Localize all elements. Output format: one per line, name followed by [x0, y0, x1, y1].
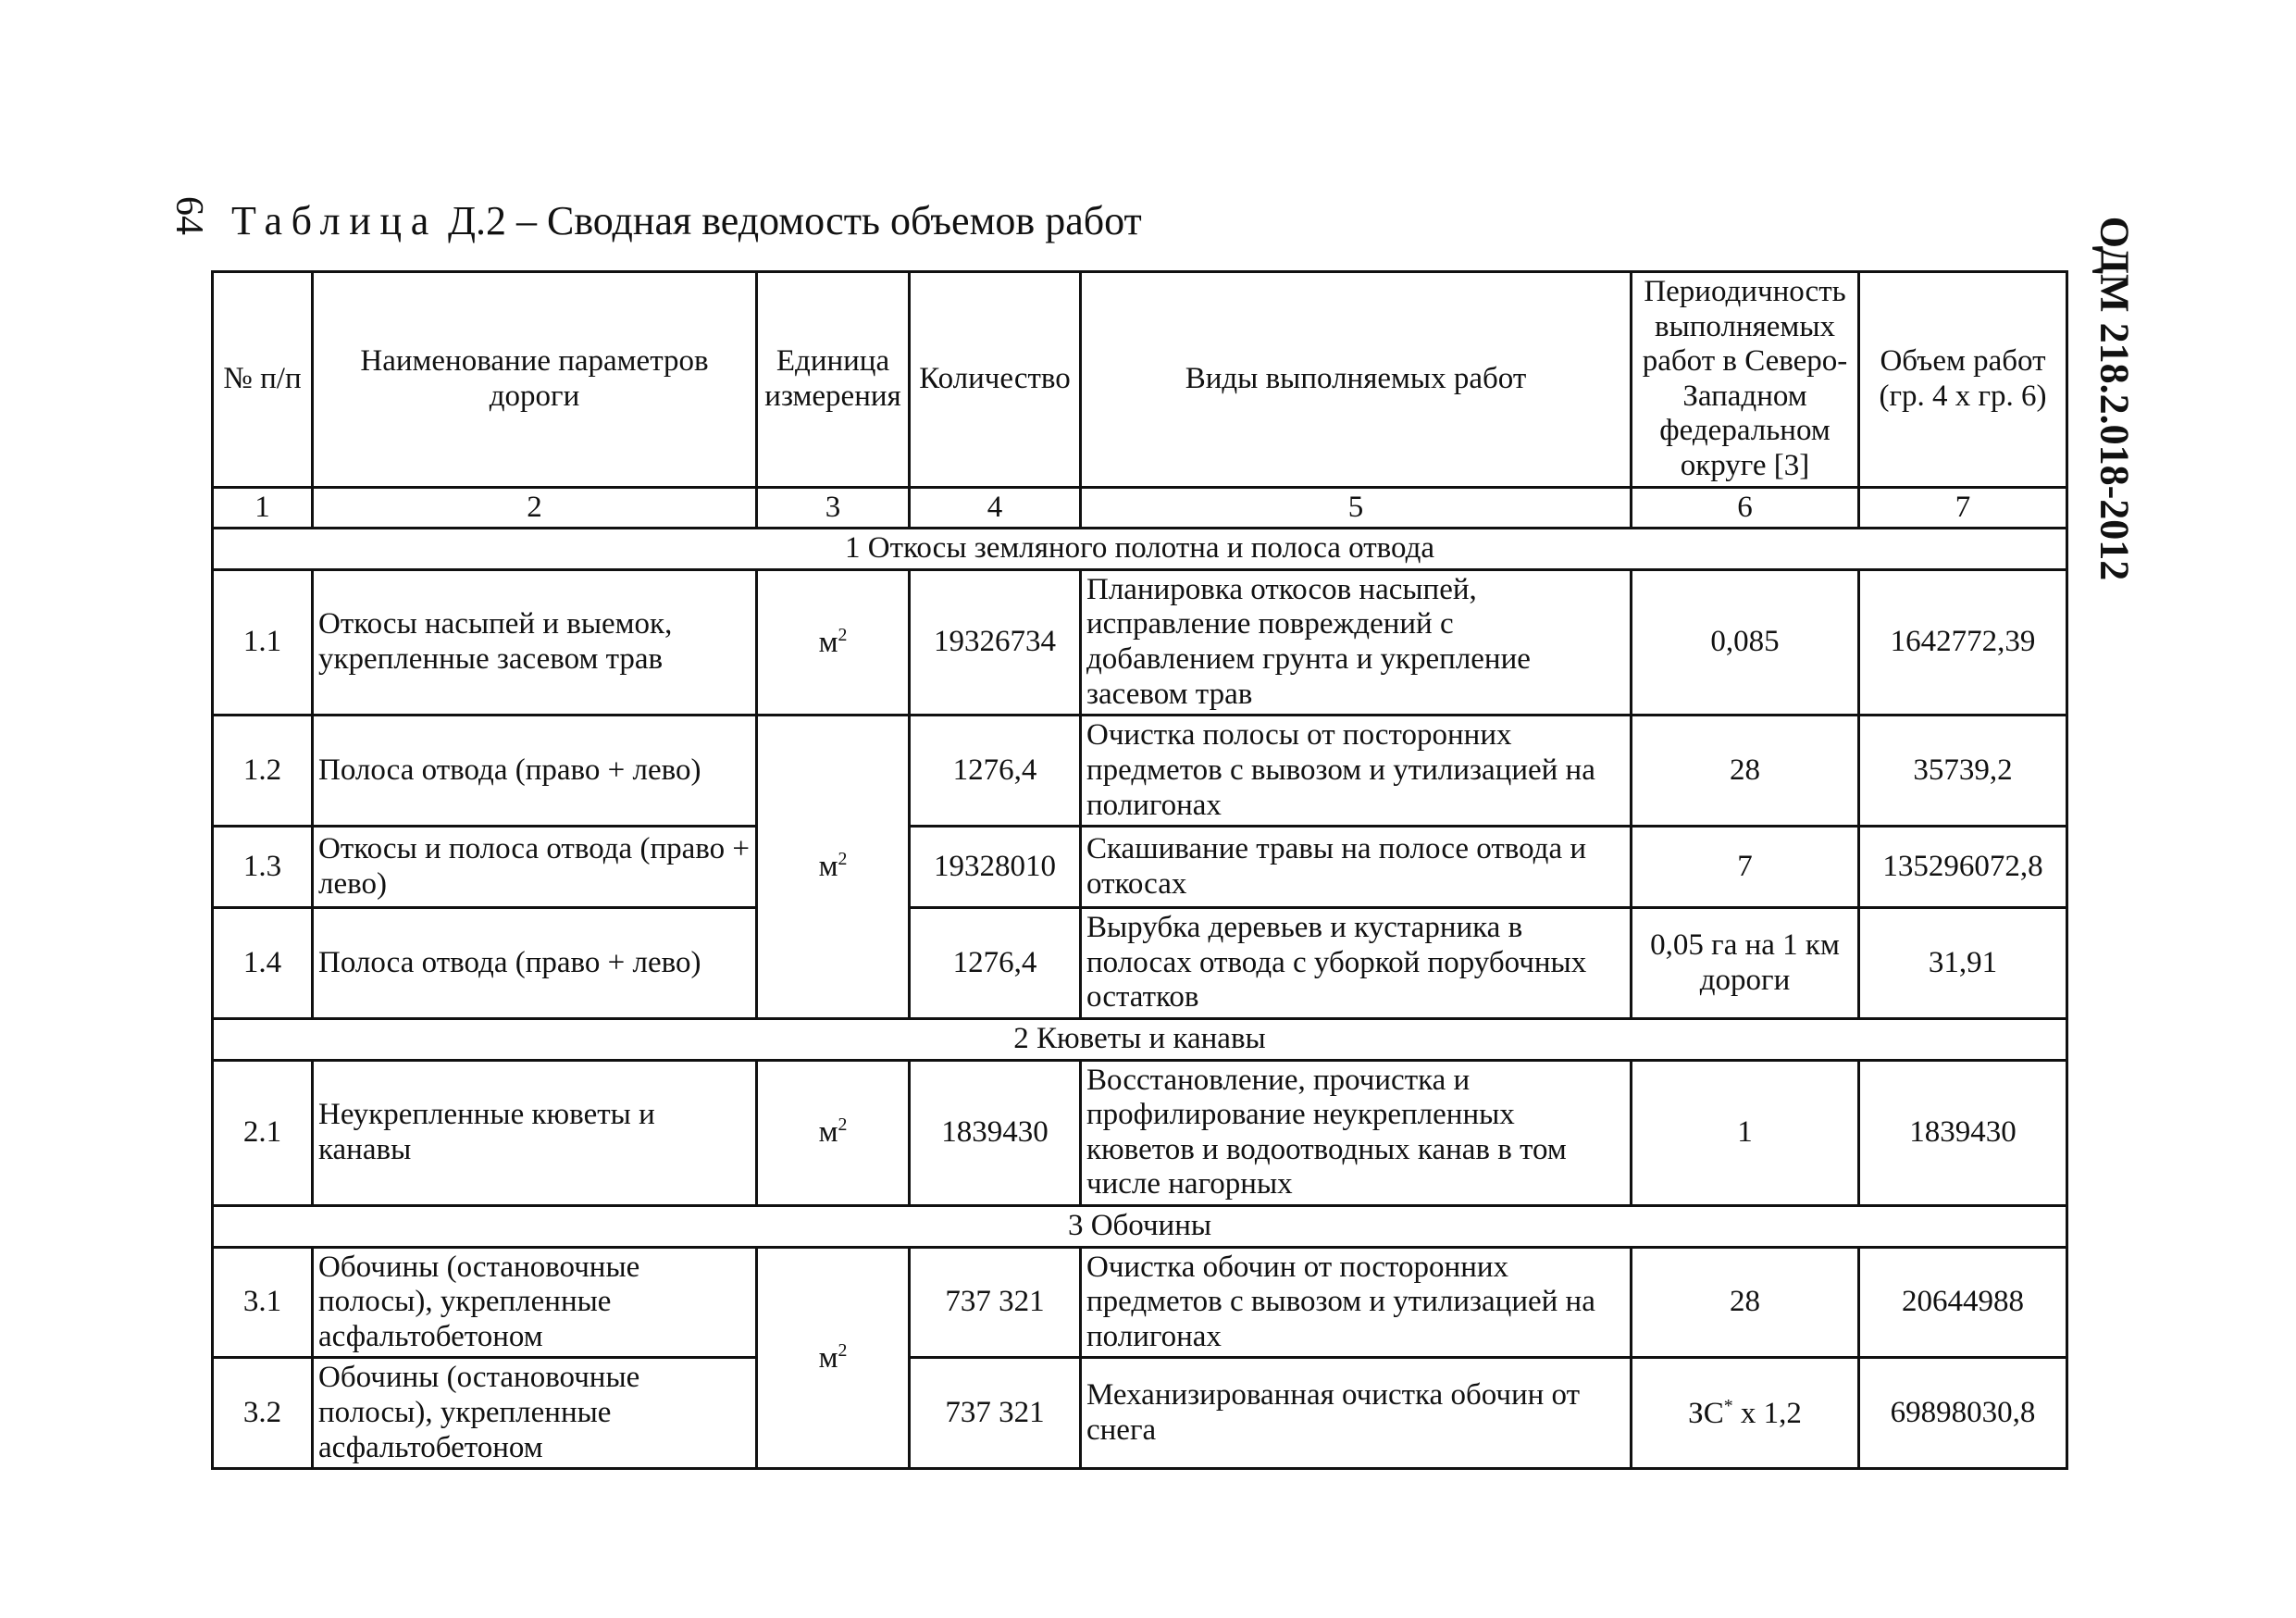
page-number: 64	[168, 196, 210, 235]
row-quantity: 19328010	[910, 827, 1081, 908]
header-quantity: Количество	[910, 272, 1081, 488]
header-volume: Объем работ (гр. 4 х гр. 6)	[1859, 272, 2067, 488]
row-works: Очистка полосы от посторонних предметов с вывозом и утилизацией на полигонах	[1081, 716, 1632, 827]
row-works: Планировка откосов насыпей, исправление повреждений с добавлением грунта и укрепление засевом трав	[1081, 569, 1632, 715]
column-number: 5	[1081, 487, 1632, 529]
row-quantity: 19326734	[910, 569, 1081, 715]
row-volume: 1839430	[1859, 1060, 2067, 1205]
unit-superscript: 2	[838, 849, 848, 870]
table-row	[213, 1060, 2067, 1205]
table-row	[213, 569, 2067, 715]
row-num: 1.3	[213, 827, 313, 908]
works-summary-table	[211, 270, 2068, 1470]
row-volume: 69898030,8	[1859, 1358, 2067, 1469]
document-code-text: ОДМ 218.2.018-2012	[2091, 216, 2138, 580]
row-volume: 31,91	[1859, 908, 2067, 1019]
row-quantity: 737 321	[910, 1358, 1081, 1469]
row-name: Неукрепленные кюветы и канавы	[313, 1060, 757, 1205]
header-row	[213, 272, 2067, 488]
row-unit	[757, 1247, 910, 1469]
periodicity-asterisk: *	[1723, 1395, 1733, 1416]
row-unit	[757, 569, 910, 715]
row-quantity: 1839430	[910, 1060, 1081, 1205]
unit-text: м	[818, 1115, 838, 1150]
row-num: 1.4	[213, 908, 313, 1019]
table-row	[213, 827, 2067, 908]
unit-superscript: 2	[838, 1339, 848, 1361]
table-row	[213, 716, 2067, 827]
row-periodicity	[1632, 1358, 1859, 1469]
row-works: Механизированная очистка обочин от снега	[1081, 1358, 1632, 1469]
header-num: № п/п	[213, 272, 313, 488]
periodicity-tail: х 1,2	[1732, 1396, 1802, 1430]
unit-text: м	[818, 625, 838, 659]
section-row	[213, 1018, 2067, 1060]
periodicity-main: ЗС	[1688, 1396, 1724, 1430]
table-title	[231, 197, 1142, 244]
header-unit: Единица измерения	[757, 272, 910, 488]
row-unit	[757, 716, 910, 1019]
column-number: 6	[1632, 487, 1859, 529]
row-works: Скашивание травы на полосе отвода и откосах	[1081, 827, 1632, 908]
column-number: 4	[910, 487, 1081, 529]
row-works: Очистка обочин от посторонних предметов с вывозом и утилизацией на полигонах	[1081, 1247, 1632, 1358]
row-volume: 1642772,39	[1859, 569, 2067, 715]
row-works: Восстановление, прочистка и профилирование неукрепленных кюветов и водоотводных канав в том числе нагорных	[1081, 1060, 1632, 1205]
unit-text: м	[818, 1340, 838, 1375]
section-title: 1 Откосы земляного полотна и полоса отвода	[213, 529, 2067, 570]
header-works: Виды выполняемых работ	[1081, 272, 1632, 488]
row-num: 3.2	[213, 1358, 313, 1469]
table-row	[213, 1247, 2067, 1358]
row-quantity: 737 321	[910, 1247, 1081, 1358]
column-number: 2	[313, 487, 757, 529]
row-periodicity: 28	[1632, 716, 1859, 827]
column-number: 3	[757, 487, 910, 529]
row-quantity: 1276,4	[910, 908, 1081, 1019]
section-title: 3 Обочины	[213, 1206, 2067, 1248]
row-name: Откосы и полоса отвода (право + лево)	[313, 827, 757, 908]
row-periodicity: 28	[1632, 1247, 1859, 1358]
row-num: 1.1	[213, 569, 313, 715]
row-periodicity: 7	[1632, 827, 1859, 908]
header-name: Наименование параметров дороги	[313, 272, 757, 488]
section-row	[213, 1206, 2067, 1248]
row-volume: 20644988	[1859, 1247, 2067, 1358]
column-number: 7	[1859, 487, 2067, 529]
row-periodicity: 0,05 га на 1 км дороги	[1632, 908, 1859, 1019]
row-periodicity: 1	[1632, 1060, 1859, 1205]
row-name: Полоса отвода (право + лево)	[313, 716, 757, 827]
row-unit	[757, 1060, 910, 1205]
row-name: Обочины (остановочные полосы), укрепленные асфальтобетоном	[313, 1247, 757, 1358]
row-name: Полоса отвода (право + лево)	[313, 908, 757, 1019]
row-num: 1.2	[213, 716, 313, 827]
unit-superscript: 2	[838, 1114, 848, 1136]
section-title: 2 Кюветы и канавы	[213, 1018, 2067, 1060]
table-row	[213, 1358, 2067, 1469]
row-volume: 135296072,8	[1859, 827, 2067, 908]
row-num: 3.1	[213, 1247, 313, 1358]
row-name: Обочины (остановочные полосы), укрепленные асфальтобетоном	[313, 1358, 757, 1469]
row-periodicity: 0,085	[1632, 569, 1859, 715]
row-name: Откосы насыпей и выемок, укрепленные засевом трав	[313, 569, 757, 715]
row-works: Вырубка деревьев и кустарника в полосах отвода с уборкой порубочных остатков	[1081, 908, 1632, 1019]
column-number-row	[213, 487, 2067, 529]
row-volume: 35739,2	[1859, 716, 2067, 827]
column-number: 1	[213, 487, 313, 529]
table-row	[213, 908, 2067, 1019]
unit-superscript: 2	[838, 624, 848, 645]
table-caption: Д.2 – Сводная ведомость объемов работ	[447, 198, 1142, 243]
unit-text: м	[818, 850, 838, 884]
document-code	[2078, 204, 2152, 592]
header-periodicity: Периодичность выполняемых работ в Северо-Западном федеральном округе [3]	[1632, 272, 1859, 488]
row-num: 2.1	[213, 1060, 313, 1205]
section-row	[213, 529, 2067, 570]
row-quantity: 1276,4	[910, 716, 1081, 827]
table-label: Таблица	[231, 198, 438, 243]
